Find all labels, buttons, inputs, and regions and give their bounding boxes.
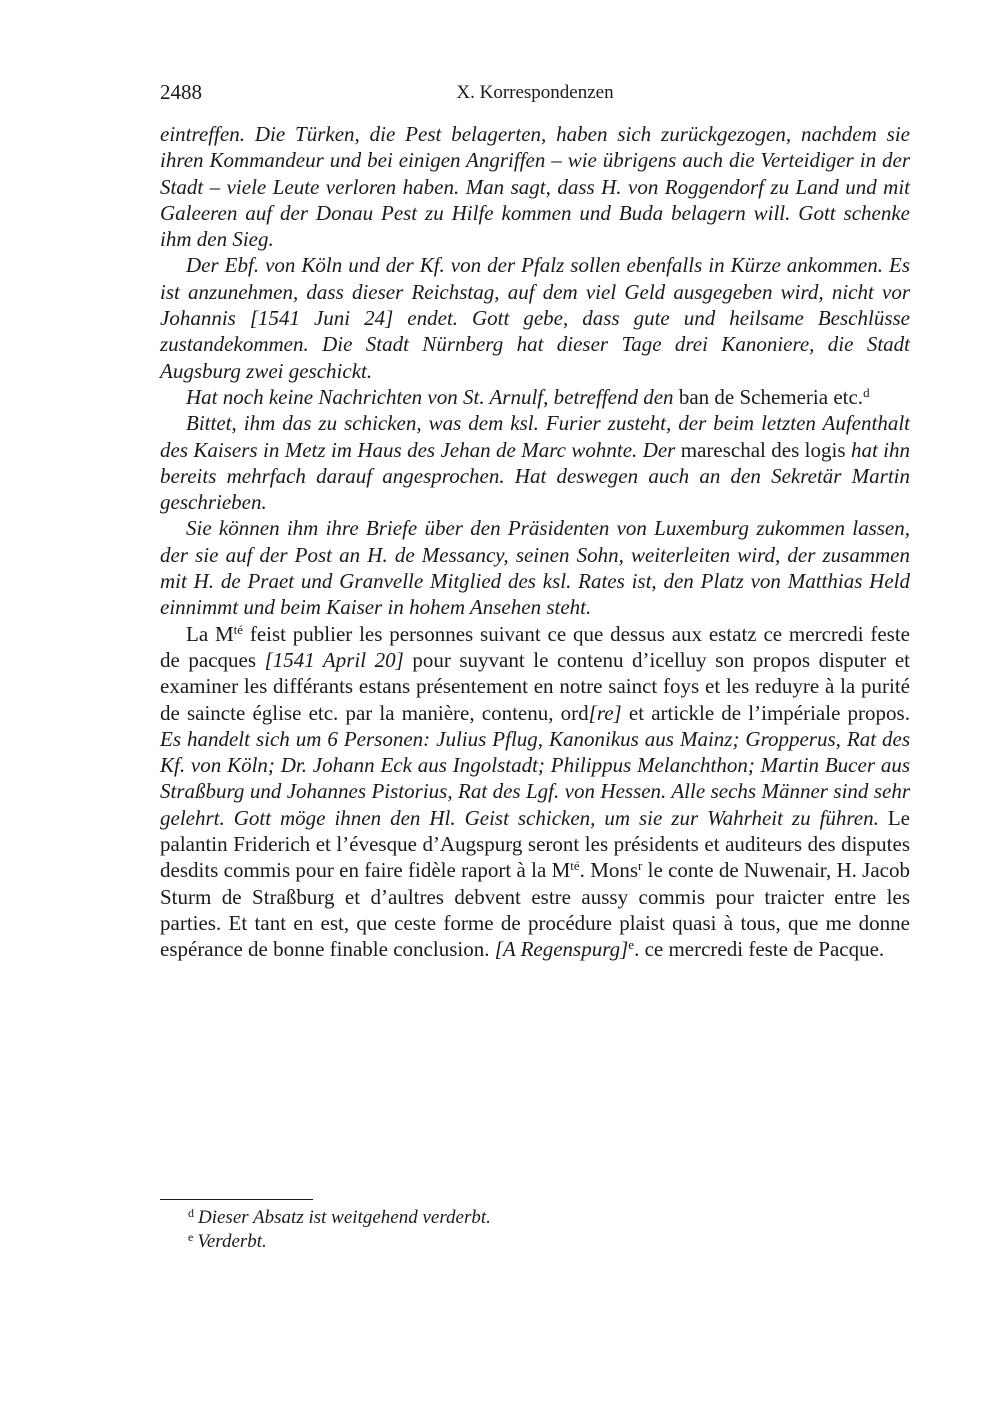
paragraph-3 <box>160 384 910 410</box>
roman-span: pour suyvant le contenu d’icelluy son propos disputer et examiner les différants estans présentement en notre sainct foys et les reduyre à la purité de saincte église etc. par la manière, contenu, ord <box>160 647 910 725</box>
italic-span: Es handelt sich um 6 Personen: Julius Pflug, Kanonikus aus Mainz; Gropperus, Rat des Kf. von Köln; Dr. Johann Eck aus Ingolstadt; Philippus Melanchthon; Martin Bucer aus Straßburg und Johannes Pistorius, Rat des Lgf. von Hessen. Alle sechs Männer sind sehr gelehrt. Gott möge ihnen den Hl. Geist schicken, um sie zur Wahrheit zu führen. <box>160 726 910 830</box>
italic-span: hat ihn bereits mehrfach darauf angesprochen. Hat deswegen auch an den Sekretär Martin geschrieben. <box>160 437 911 515</box>
italic-span: Hat noch keine Nachrichten von St. Arnulf, betreffend den <box>186 384 674 409</box>
paragraph-5: Sie können ihm ihre Briefe über den Präsidenten von Luxemburg zukommen lassen, der sie auf der Post an H. de Messancy, seinen Sohn, weiterleiten wird, der zusammen mit H. de Praet und Granvelle Mitglied des ksl. Rates ist, den Platz von Matthias Held einnimmt und beim Kaiser in hohem Ansehen steht. <box>160 516 910 620</box>
superscript: r <box>638 858 643 874</box>
paragraph-1: eintreffen. Die Türken, die Pest belagerten, haben sich zurückgezogen, nachdem sie ihren Kommandeur und bei einigen Angriffen – wie übrigens auch die Verteidiger in der Stadt – viele Leute verloren haben. Man sagt, dass H. von Roggendorf zu Land und mit Galeeren auf der Donau Pest zu Hilfe kommen und Buda belagern will. Gott schenke ihm den Sieg. <box>160 122 910 252</box>
editorial-insertion: [re] <box>588 700 622 725</box>
page-number: 2488 <box>160 80 202 104</box>
roman-span: La M <box>186 621 234 646</box>
superscript: té <box>570 858 580 874</box>
footnote-ref-d[interactable]: d <box>863 384 870 400</box>
footnote-text: Dieser Absatz ist weitgehend verderbt. <box>198 1207 491 1228</box>
footnotes <box>188 1206 888 1253</box>
footnote-ref-e[interactable]: e <box>628 937 635 953</box>
roman-span: feist publier les personnes suivant ce que dessus aux estatz ce mercredi feste de pacques <box>160 621 910 672</box>
roman-span: Le palantin Friderich et l’évesque d’Augspurg seront les présidents et auditeurs des disputes desdits commis pour en faire fidèle raport à la M <box>160 805 910 883</box>
roman-span: ban de Schemeria etc. <box>673 384 864 409</box>
roman-span: et artickle de l’impériale propos. <box>621 700 910 725</box>
footnote-d <box>188 1206 888 1230</box>
footnote-text: Verderbt. <box>197 1230 267 1252</box>
roman-span: le conte de Nuwenair, H. Jacob Sturm de Straßburg et d’aultres debvent estre aussy commis pour traicter entre les parties. Et tant en est, que ceste forme de procédure plaist quasi à tous, que me donne espérance de bonne finable conclusion. <box>160 858 910 962</box>
paragraph-4 <box>160 410 910 515</box>
paragraph-6 <box>160 621 910 963</box>
footnote-mark: e <box>188 1229 194 1244</box>
footnote-mark: d <box>188 1206 194 1220</box>
date-annotation: [1541 April 20] <box>264 647 404 672</box>
roman-span: . ce mercredi feste de Pacque. <box>634 937 885 962</box>
roman-span: . Mons <box>579 858 639 883</box>
roman-span: mareschal des logis <box>675 437 851 462</box>
running-title: X. Korrespondenzen <box>456 82 614 103</box>
page-header <box>160 80 910 108</box>
paragraph-2: Der Ebf. von Köln und der Kf. von der Pfalz sollen ebenfalls in Kürze ankommen. Es ist anzunehmen, dass dieser Reichstag, auf dem viel Geld ausgegeben wird, nicht vor Johannis [1541 Juni 24] endet. Gott gebe, dass gute und heilsame Beschlüsse zustandekommen. Die Stadt Nürnberg hat dieser Tage drei Kanoniere, die Stadt Augsburg zwei geschickt. <box>160 253 910 383</box>
body-text <box>160 121 910 963</box>
footnote-e <box>188 1230 888 1254</box>
footnote-rule <box>160 1199 313 1200</box>
superscript: té <box>233 621 244 637</box>
italic-span: Bittet, ihm das zu schicken, was dem ksl. Furier zusteht, der beim letzten Aufenthalt des Kaisers in Metz im Haus des Jehan de Marc wohnte. Der <box>160 411 910 462</box>
place-annotation: [A Regenspurg] <box>494 937 629 962</box>
